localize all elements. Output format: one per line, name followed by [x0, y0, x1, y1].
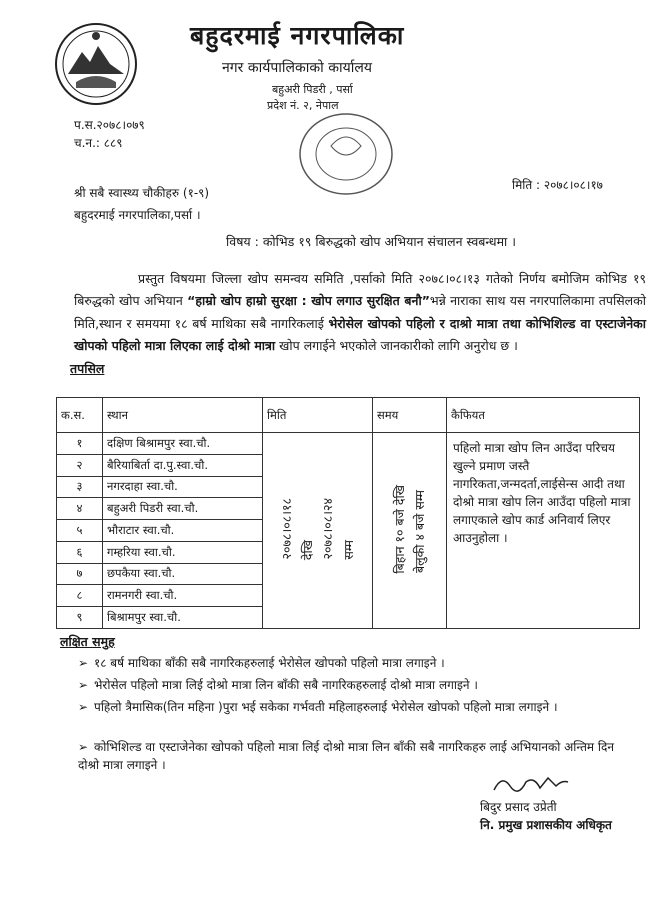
- row-sn: ४: [57, 498, 103, 520]
- handwritten-signature-icon: [490, 770, 570, 796]
- recipient-line-1: श्री सबै स्वास्थ्य चौकीहरु (१-९): [74, 186, 210, 200]
- row-place: नगरदाहा स्वा.चौ.: [103, 476, 263, 498]
- row-sn: ६: [57, 541, 103, 563]
- office-stamp-icon: [296, 110, 396, 198]
- chalani-number: च.न.: ८८९: [74, 136, 123, 150]
- row-place: दक्षिण बिश्रामपुर स्वा.चौ.: [103, 433, 263, 455]
- time-from: बिहान १० बजे देखि: [391, 484, 407, 574]
- arrow-bullet-icon: ➢: [78, 700, 89, 714]
- signatory-post: नि. प्रमुख प्रशासकीय अधिकृत: [480, 818, 612, 832]
- patra-sankhya: प.स.२०७८।०७९: [74, 118, 145, 132]
- row-sn: ७: [57, 563, 103, 585]
- municipality-logo-icon: [54, 22, 138, 106]
- row-sn: ८: [57, 585, 103, 607]
- address-line-2: प्रदेश नं. २, नेपाल: [267, 99, 339, 112]
- target-item: ➢ कोभिशिल्ड वा एस्टाजेनेका खोपको पहिलो मात्रा लिई दोश्रो मात्रा लिन बाँकी सबै नागरिकहरु लाई अभियानको अन्तिम दिन दोश्रो मात्रा लगाइने ।: [78, 740, 615, 772]
- body-part-3: भन्ने नाराका साथ यस नगरपालिकामा तपसिलको मिति,स्थान र समयमा १८ बर्ष माथिका सबै नागरिकलाई: [74, 293, 646, 331]
- date-range-cell: [263, 433, 373, 629]
- header-place: स्थान: [103, 398, 263, 433]
- date-samma: सम्म: [340, 540, 356, 560]
- time-range-cell: [373, 433, 447, 629]
- office-name: नगर कार्यपालिकाको कार्यालय: [222, 60, 372, 76]
- date-to: २०७८।०८।२४: [320, 498, 336, 560]
- row-sn: ३: [57, 476, 103, 498]
- letter-date: मिति : २०७८।०८।१७: [512, 178, 603, 192]
- target-item: ➢ पहिलो त्रैमासिक(तिन महिना )पुरा भई सकेका गर्भवती महिलाहरुलाई भेरोसेल खोपको पहिलो मात्रा लगाइने ।: [78, 700, 558, 714]
- municipality-title: बहुदरमाई नगरपालिका: [190, 21, 405, 50]
- row-sn: १: [57, 433, 103, 455]
- row-place: बैरियाबिर्ता दा.पु.स्वा.चौ.: [103, 454, 263, 476]
- row-place: बहुअरी पिडरी स्वा.चौ.: [103, 498, 263, 520]
- row-sn: ९: [57, 607, 103, 629]
- body-part-5: खोप लगाईने भएकोले जानकारीको लागि अनुरोध छ ।: [275, 338, 518, 354]
- subject-line: विषय : कोभिड १९ बिरुद्धको खोप अभियान संचालन स्वबन्धमा ।: [226, 234, 517, 249]
- row-place: भौराटार स्वा.चौ.: [103, 520, 263, 542]
- remarks-cell: पहिलो मात्रा खोप लिन आउँदा परिचय खुल्ने प्रमाण जस्तै नागरिकता,जन्मदर्ता,लाईसेन्स आदी तथा दोश्रो मात्रा खोप लिन आउँदा पहिलो मात्रा लगाएकाले खोप कार्ड अनिवार्य लिएर आउनुहोला ।: [447, 433, 640, 629]
- table-row: [57, 433, 640, 455]
- row-place: गम्हरिया स्वा.चौ.: [103, 541, 263, 563]
- row-sn: ५: [57, 520, 103, 542]
- header-remarks: कैफियत: [447, 398, 640, 433]
- arrow-bullet-icon: ➢: [78, 656, 89, 670]
- recipient-line-2: बहुदरमाई नगरपालिका,पर्सा ।: [74, 208, 201, 222]
- arrow-bullet-icon: ➢: [78, 678, 89, 692]
- body-paragraph: [74, 268, 646, 358]
- target-group-heading: लक्षित समुह: [60, 634, 115, 649]
- arrow-bullet-icon: ➢: [78, 740, 89, 754]
- target-item: ➢ भेरोसेल पहिलो मात्रा लिई दोश्रो मात्रा लिन बाँकी सबै नागरिकहरुलाई दोश्रो मात्रा लगाइने ।: [78, 678, 478, 692]
- header-time: समय: [373, 398, 447, 433]
- header-date: मिति: [263, 398, 373, 433]
- signatory-name: बिदुर प्रसाद उप्रेती: [480, 800, 557, 814]
- table-header-row: [57, 398, 640, 433]
- tapsil-heading: तपसिल: [70, 361, 105, 376]
- body-part-1: प्रस्तुत विषयमा जिल्ला खोप समन्वय समिति ,पर्साको मिति २०७८।०८।१३ गतेको निर्णय बमोजिम कोभिड १९ बिरुद्धको खोप अभियान: [74, 271, 646, 309]
- vaccine-dose-info: भेरोसेल खोपको पहिलो र दाश्रो मात्रा तथा कोभिशिल्ड वा एस्टाजेनेका खोपको पहिलो मात्रा लिएका लाई दोश्रो मात्रा: [74, 315, 646, 354]
- time-to: बेलुकी ४ बजे सम्म: [412, 490, 428, 574]
- row-place: छपकैया स्वा.चौ.: [103, 563, 263, 585]
- row-place: रामनगरी स्वा.चौ.: [103, 585, 263, 607]
- row-sn: २: [57, 454, 103, 476]
- campaign-slogan: “हाम्रो खोप हाम्रो सुरक्षा : खोप लगाउ सुरक्षित बनौ”: [187, 293, 430, 309]
- date-dekhi: देखि: [299, 539, 315, 560]
- address-line-1: बहुअरी पिडरी , पर्सा: [272, 83, 353, 96]
- header-sn: क.स.: [57, 398, 103, 433]
- row-place: बिश्रामपुर स्वा.चौ.: [103, 607, 263, 629]
- date-from: २०७८।०८।१८: [279, 498, 295, 560]
- vaccination-schedule-table: [56, 397, 640, 629]
- target-item: ➢ १८ बर्ष माथिका बाँकी सबै नागरिकहरुलाई भेरोसेल खोपको पहिलो मात्रा लगाइने ।: [78, 656, 445, 670]
